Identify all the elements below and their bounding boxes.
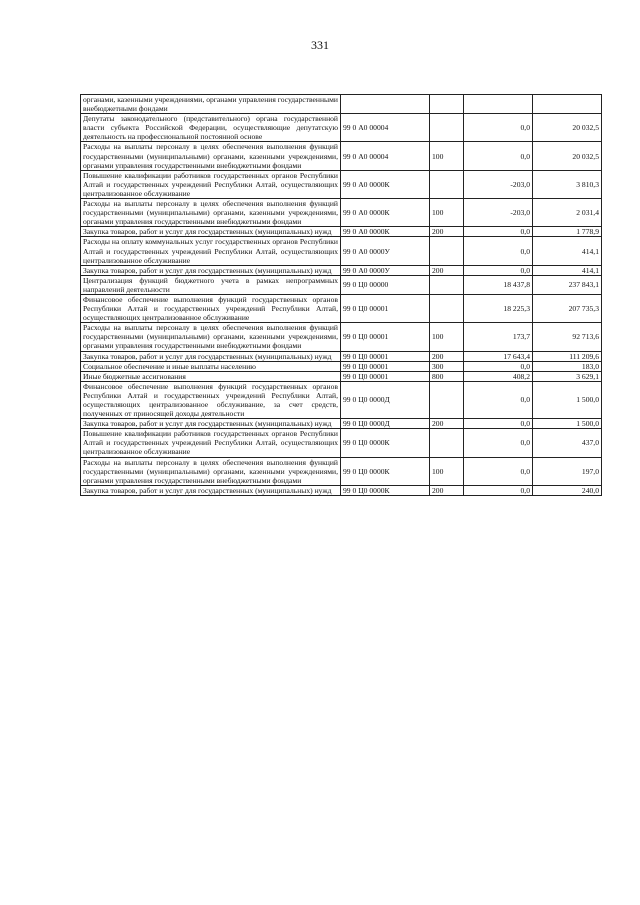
cell-total-amount: 207 735,3 xyxy=(533,294,602,322)
table-row xyxy=(81,457,602,485)
cell-total-amount: 20 032,5 xyxy=(533,142,602,170)
cell-name: органами, казенными учреждениями, органами управления государственными внебюджетными фондами xyxy=(81,95,341,114)
cell-target-code: 99 0 Ц0 0000К xyxy=(341,429,430,457)
cell-expense-type xyxy=(430,237,464,265)
cell-name: Закупка товаров, работ и услуг для государственных (муниципальных) нужд xyxy=(81,485,341,495)
cell-total-amount: 111 209,6 xyxy=(533,351,602,361)
cell-target-code: 99 0 А0 00004 xyxy=(341,114,430,142)
table-row xyxy=(81,237,602,265)
cell-target-code: 99 0 Ц0 00001 xyxy=(341,371,430,381)
cell-name: Депутаты законодательного (представительного) органа государственной власти субъекта Российской Федерации, осуществляющие депутатскую деятельность на профессиональной постоянной основе xyxy=(81,114,341,142)
cell-total-amount: 1 500,0 xyxy=(533,381,602,418)
cell-change-amount: 0,0 xyxy=(464,114,533,142)
cell-change-amount: 0,0 xyxy=(464,361,533,371)
cell-total-amount: 3 810,3 xyxy=(533,170,602,198)
cell-total-amount xyxy=(533,95,602,114)
table-row xyxy=(81,294,602,322)
cell-name: Расходы на выплаты персоналу в целях обеспечения выполнения функций государственными (муниципальными) органами, казенными учреждениями, органами управления государственными внебюджетными фондами xyxy=(81,457,341,485)
cell-name: Повышение квалификации работников государственных органов Республики Алтай и государственных учреждений Республики Алтай, осуществляющих централизованное обслуживание xyxy=(81,429,341,457)
cell-total-amount: 2 031,4 xyxy=(533,199,602,227)
cell-target-code: 99 0 А0 0000У xyxy=(341,237,430,265)
table-row xyxy=(81,142,602,170)
cell-total-amount: 20 032,5 xyxy=(533,114,602,142)
cell-total-amount: 183,0 xyxy=(533,361,602,371)
cell-target-code: 99 0 Ц0 00000 xyxy=(341,275,430,294)
cell-name: Расходы на выплаты персоналу в целях обеспечения выполнения функций государственными (муниципальными) органами, казенными учреждениями, органами управления государственными внебюджетными фондами xyxy=(81,199,341,227)
cell-expense-type: 200 xyxy=(430,485,464,495)
cell-expense-type xyxy=(430,381,464,418)
cell-total-amount: 240,0 xyxy=(533,485,602,495)
cell-target-code: 99 0 А0 0000У xyxy=(341,265,430,275)
cell-change-amount: 0,0 xyxy=(464,485,533,495)
cell-change-amount: 18 225,3 xyxy=(464,294,533,322)
page-number: 331 xyxy=(311,38,329,52)
cell-total-amount: 1 500,0 xyxy=(533,419,602,429)
cell-expense-type xyxy=(430,294,464,322)
cell-expense-type: 300 xyxy=(430,361,464,371)
cell-name: Расходы на оплату коммунальных услуг государственных органов Республики Алтай и государственных учреждений Республики Алтай, осуществляющих централизованное обслуживание xyxy=(81,237,341,265)
budget-table-body xyxy=(81,95,602,496)
cell-expense-type xyxy=(430,95,464,114)
cell-name: Расходы на выплаты персоналу в целях обеспечения выполнения функций государственными (муниципальными) органами, казенными учреждениями, органами управления государственными внебюджетными фондами xyxy=(81,142,341,170)
cell-expense-type xyxy=(430,275,464,294)
table-row xyxy=(81,361,602,371)
table-row xyxy=(81,95,602,114)
cell-change-amount: 0,0 xyxy=(464,142,533,170)
cell-change-amount: -203,0 xyxy=(464,170,533,198)
cell-expense-type xyxy=(430,114,464,142)
cell-name: Иные бюджетные ассигнования xyxy=(81,371,341,381)
cell-expense-type: 800 xyxy=(430,371,464,381)
cell-change-amount: 17 643,4 xyxy=(464,351,533,361)
cell-change-amount: 0,0 xyxy=(464,457,533,485)
cell-expense-type: 100 xyxy=(430,323,464,351)
cell-expense-type: 200 xyxy=(430,227,464,237)
cell-target-code: 99 0 А0 0000К xyxy=(341,199,430,227)
cell-target-code: 99 0 Ц0 0000Д xyxy=(341,381,430,418)
cell-target-code: 99 0 Ц0 00001 xyxy=(341,361,430,371)
table-row xyxy=(81,429,602,457)
cell-expense-type: 100 xyxy=(430,199,464,227)
cell-target-code: 99 0 Ц0 00001 xyxy=(341,323,430,351)
cell-total-amount: 414,1 xyxy=(533,265,602,275)
cell-expense-type: 100 xyxy=(430,142,464,170)
cell-total-amount: 414,1 xyxy=(533,237,602,265)
table-row xyxy=(81,227,602,237)
cell-total-amount: 437,0 xyxy=(533,429,602,457)
cell-name: Закупка товаров, работ и услуг для государственных (муниципальных) нужд xyxy=(81,265,341,275)
cell-target-code xyxy=(341,95,430,114)
cell-target-code: 99 0 А0 0000К xyxy=(341,170,430,198)
cell-change-amount: 0,0 xyxy=(464,419,533,429)
cell-expense-type: 200 xyxy=(430,419,464,429)
cell-total-amount: 237 843,1 xyxy=(533,275,602,294)
cell-target-code: 99 0 Ц0 00001 xyxy=(341,351,430,361)
cell-change-amount xyxy=(464,95,533,114)
table-row xyxy=(81,485,602,495)
cell-name: Закупка товаров, работ и услуг для государственных (муниципальных) нужд xyxy=(81,419,341,429)
cell-name: Социальное обеспечение и иные выплаты населению xyxy=(81,361,341,371)
budget-table xyxy=(80,94,602,496)
cell-change-amount: 0,0 xyxy=(464,429,533,457)
cell-target-code: 99 0 Ц0 0000К xyxy=(341,485,430,495)
cell-change-amount: 0,0 xyxy=(464,381,533,418)
table-row xyxy=(81,265,602,275)
cell-total-amount: 92 713,6 xyxy=(533,323,602,351)
cell-expense-type: 100 xyxy=(430,457,464,485)
cell-target-code: 99 0 Ц0 0000К xyxy=(341,457,430,485)
table-row xyxy=(81,381,602,418)
table-row xyxy=(81,199,602,227)
cell-name: Финансовое обеспечение выполнения функций государственных органов Республики Алтай и государственных учреждений Республики Алтай, осуществляющих централизованное обслуживание xyxy=(81,294,341,322)
cell-change-amount: 173,7 xyxy=(464,323,533,351)
cell-total-amount: 3 629,1 xyxy=(533,371,602,381)
table-row xyxy=(81,371,602,381)
cell-expense-type xyxy=(430,170,464,198)
cell-name: Расходы на выплаты персоналу в целях обеспечения выполнения функций государственными (муниципальными) органами, казенными учреждениями, органами управления государственными внебюджетными фондами xyxy=(81,323,341,351)
cell-name: Повышение квалификации работников государственных органов Республики Алтай и государственных учреждений Республики Алтай, осуществляющих централизованное обслуживание xyxy=(81,170,341,198)
cell-target-code: 99 0 Ц0 0000Д xyxy=(341,419,430,429)
cell-expense-type: 200 xyxy=(430,265,464,275)
cell-name: Централизация функций бюджетного учета в рамках непрограммных направлений деятельности xyxy=(81,275,341,294)
cell-total-amount: 197,0 xyxy=(533,457,602,485)
cell-target-code: 99 0 А0 00004 xyxy=(341,142,430,170)
cell-name: Закупка товаров, работ и услуг для государственных (муниципальных) нужд xyxy=(81,227,341,237)
cell-total-amount: 1 778,9 xyxy=(533,227,602,237)
cell-change-amount: 0,0 xyxy=(464,237,533,265)
cell-target-code: 99 0 А0 0000К xyxy=(341,227,430,237)
cell-change-amount: 0,0 xyxy=(464,265,533,275)
cell-name: Финансовое обеспечение выполнения функций государственных органов Республики Алтай и государственных учреждений Республики Алтай, осуществляющих централизованное обслуживание, за счет средств, полученных от приносящей доходы деятельности xyxy=(81,381,341,418)
cell-expense-type xyxy=(430,429,464,457)
cell-change-amount: 408,2 xyxy=(464,371,533,381)
cell-name: Закупка товаров, работ и услуг для государственных (муниципальных) нужд xyxy=(81,351,341,361)
cell-change-amount: 0,0 xyxy=(464,227,533,237)
table-row xyxy=(81,419,602,429)
table-row xyxy=(81,114,602,142)
table-row xyxy=(81,323,602,351)
cell-change-amount: 18 437,8 xyxy=(464,275,533,294)
table-row xyxy=(81,275,602,294)
table-row xyxy=(81,351,602,361)
table-row xyxy=(81,170,602,198)
cell-expense-type: 200 xyxy=(430,351,464,361)
cell-change-amount: -203,0 xyxy=(464,199,533,227)
cell-target-code: 99 0 Ц0 00001 xyxy=(341,294,430,322)
